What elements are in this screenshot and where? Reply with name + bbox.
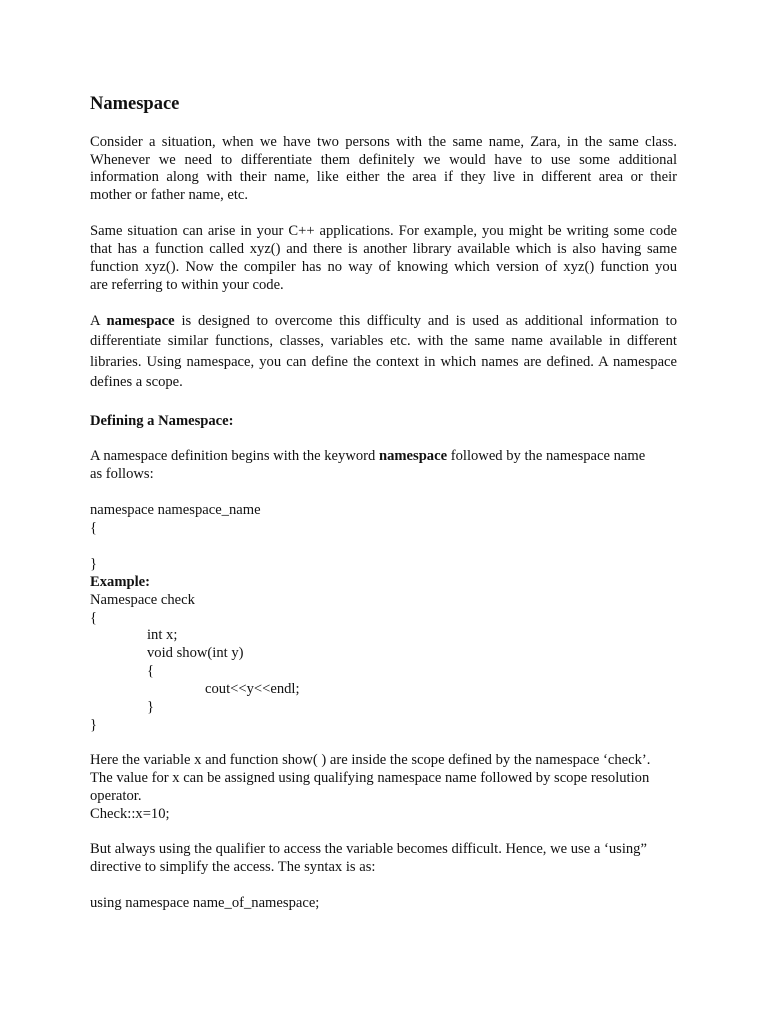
paragraph-3-line-4: defines a scope. — [90, 374, 183, 390]
section-heading — [90, 412, 234, 430]
paragraph-2-line-3: function xyz(). Now the compiler has no way of knowing which version of xyz() function you — [90, 259, 677, 275]
syntax-close-brace: } — [90, 556, 98, 572]
code-line: void show(int y) — [147, 645, 244, 661]
paragraph-5-line-4: Check::x=10; — [90, 806, 170, 822]
syntax-open-brace: { — [90, 520, 98, 536]
paragraph-4-text: A namespace definition begins with the keyword — [90, 448, 379, 464]
example-label — [90, 573, 150, 591]
paragraph-4-line-1 — [90, 447, 645, 465]
code-line: Namespace check — [90, 592, 195, 608]
paragraph-2-line-4: are referring to within your code. — [90, 277, 284, 293]
syntax-line: namespace namespace_name — [90, 502, 261, 518]
paragraph-1-line-3: information along with their name, like either the area if they live in different area or their — [90, 169, 677, 185]
paragraph-3-text: A — [90, 313, 107, 329]
paragraph-4-text: followed by the namespace name — [447, 448, 646, 464]
example-label-text: Example: — [90, 574, 150, 590]
paragraph-5-line-3: operator. — [90, 788, 142, 804]
namespace-keyword: namespace — [106, 313, 175, 329]
paragraph-3-line-2: differentiate similar functions, classes, variables etc. with the same name available in different — [90, 333, 677, 349]
section-heading-text: Defining a Namespace: — [90, 413, 234, 429]
paragraph-1-line-2: Whenever we need to differentiate them definitely we would have to use some additional — [90, 152, 677, 168]
paragraph-2-line-1: Same situation can arise in your C++ applications. For example, you might be writing some code — [90, 223, 677, 239]
paragraph-3-line-1 — [90, 312, 677, 330]
paragraph-6-line-2: directive to simplify the access. The syntax is as: — [90, 859, 376, 875]
paragraph-4-line-2: as follows: — [90, 466, 154, 482]
code-line: } — [147, 699, 155, 715]
page-title: Namespace — [90, 94, 180, 114]
paragraph-1-line-1: Consider a situation, when we have two persons with the same name, Zara, in the same class. — [90, 134, 677, 150]
paragraph-5-line-1: Here the variable x and function show( ) are inside the scope defined by the namespace ‘check’. — [90, 752, 651, 768]
paragraph-1-line-4: mother or father name, etc. — [90, 187, 249, 203]
code-line: { — [90, 610, 98, 626]
code-line: } — [90, 717, 98, 733]
paragraph-2-line-2: that has a function called xyz() and there is another library available which is also having same — [90, 241, 677, 257]
code-line: cout<<y<<endl; — [205, 681, 300, 697]
code-line: { — [147, 663, 155, 679]
paragraph-5-line-2: The value for x can be assigned using qualifying namespace name followed by scope resolution — [90, 770, 650, 786]
paragraph-3-text: is designed to overcome this difficulty and is used as additional information to — [174, 313, 677, 329]
code-line: int x; — [147, 627, 178, 643]
namespace-keyword: namespace — [378, 448, 448, 464]
paragraph-3-line-3: libraries. Using namespace, you can define the context in which names are defined. A namespace — [90, 354, 677, 370]
paragraph-6-line-1: But always using the qualifier to access the variable becomes difficult. Hence, we use a ‘using” — [90, 841, 647, 857]
using-directive-line: using namespace name_of_namespace; — [90, 895, 320, 911]
